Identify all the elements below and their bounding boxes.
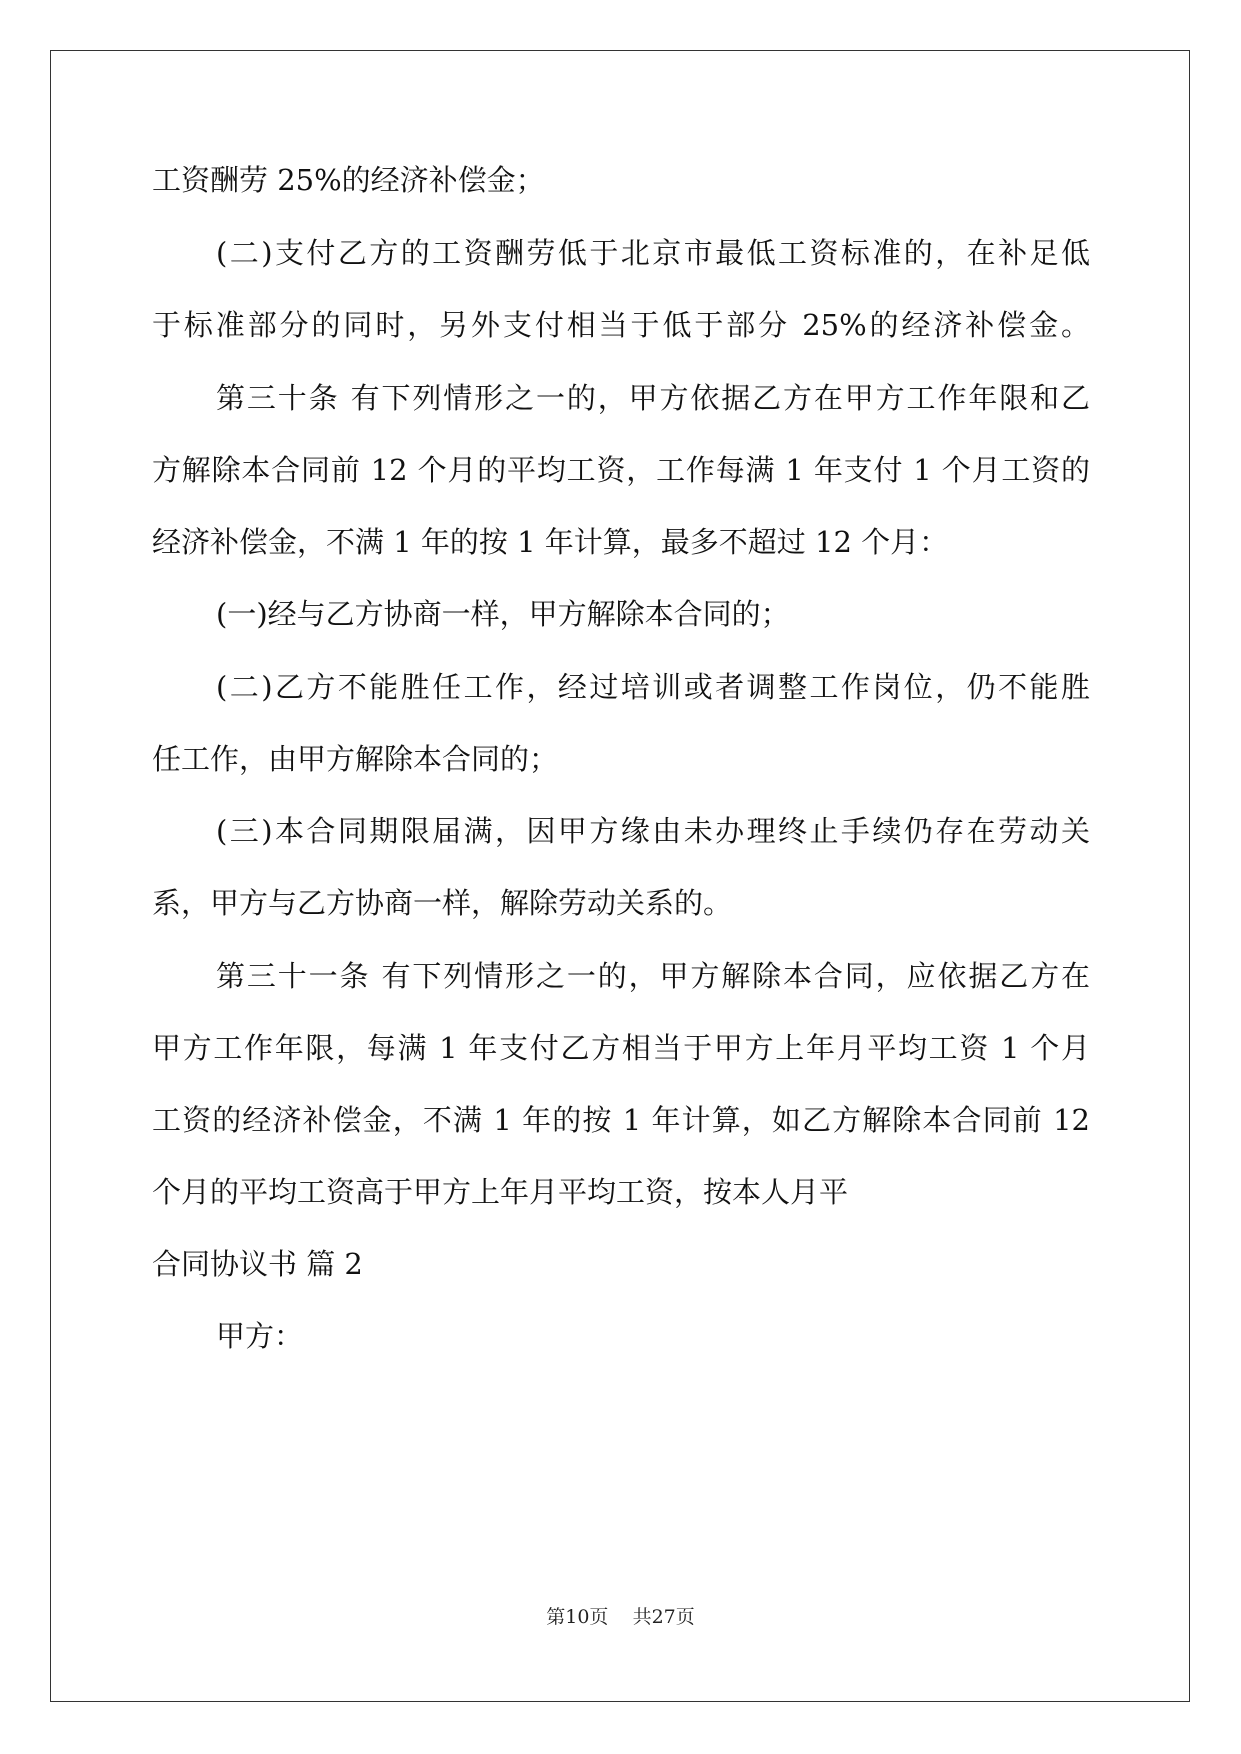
text-line-14: 工资的经济补偿金，不满 1 年的按 1 年计算，如乙方解除本合同前 12 xyxy=(152,1103,1090,1137)
text-line-13: 甲方工作年限，每满 1 年支付乙方相当于甲方上年月平均工资 1 个月 xyxy=(152,1031,1090,1065)
text-line-6: 经济补偿金，不满 1 年的按 1 年计算，最多不超过 12 个月： xyxy=(152,525,949,559)
text-line-7: (一)经与乙方协商一样，甲方解除本合同的； xyxy=(216,597,790,631)
text-line-5: 方解除本合同前 12 个月的平均工资，工作每满 1 年支付 1 个月工资的 xyxy=(152,453,1090,487)
text-line-1: 工资酬劳 25%的经济补偿金； xyxy=(152,163,545,197)
text-line-9: 任工作，由甲方解除本合同的； xyxy=(152,742,559,776)
text-line-10: (三)本合同期限届满，因甲方缘由未办理终止手续仍存在劳动关 xyxy=(216,814,1090,848)
text-line-15: 个月的平均工资高于甲方上年月平均工资，按本人月平 xyxy=(152,1175,849,1209)
section-heading: 合同协议书 篇 2 xyxy=(152,1247,363,1281)
page-number-footer: 第10页 共27页 xyxy=(546,1606,695,1628)
page-border xyxy=(50,50,1190,1702)
party-a-label: 甲方： xyxy=(216,1319,304,1353)
text-line-2: (二)支付乙方的工资酬劳低于北京市最低工资标准的，在补足低 xyxy=(216,236,1090,270)
text-line-8: (二)乙方不能胜任工作，经过培训或者调整工作岗位，仍不能胜 xyxy=(216,670,1090,704)
text-line-11: 系，甲方与乙方协商一样，解除劳动关系的。 xyxy=(152,886,733,920)
text-line-4: 第三十条 有下列情形之一的，甲方依据乙方在甲方工作年限和乙 xyxy=(216,381,1090,415)
text-line-3: 于标准部分的同时，另外支付相当于低于部分 25%的经济补偿金。 xyxy=(152,308,1090,342)
text-line-12: 第三十一条 有下列情形之一的，甲方解除本合同，应依据乙方在 xyxy=(216,959,1090,993)
